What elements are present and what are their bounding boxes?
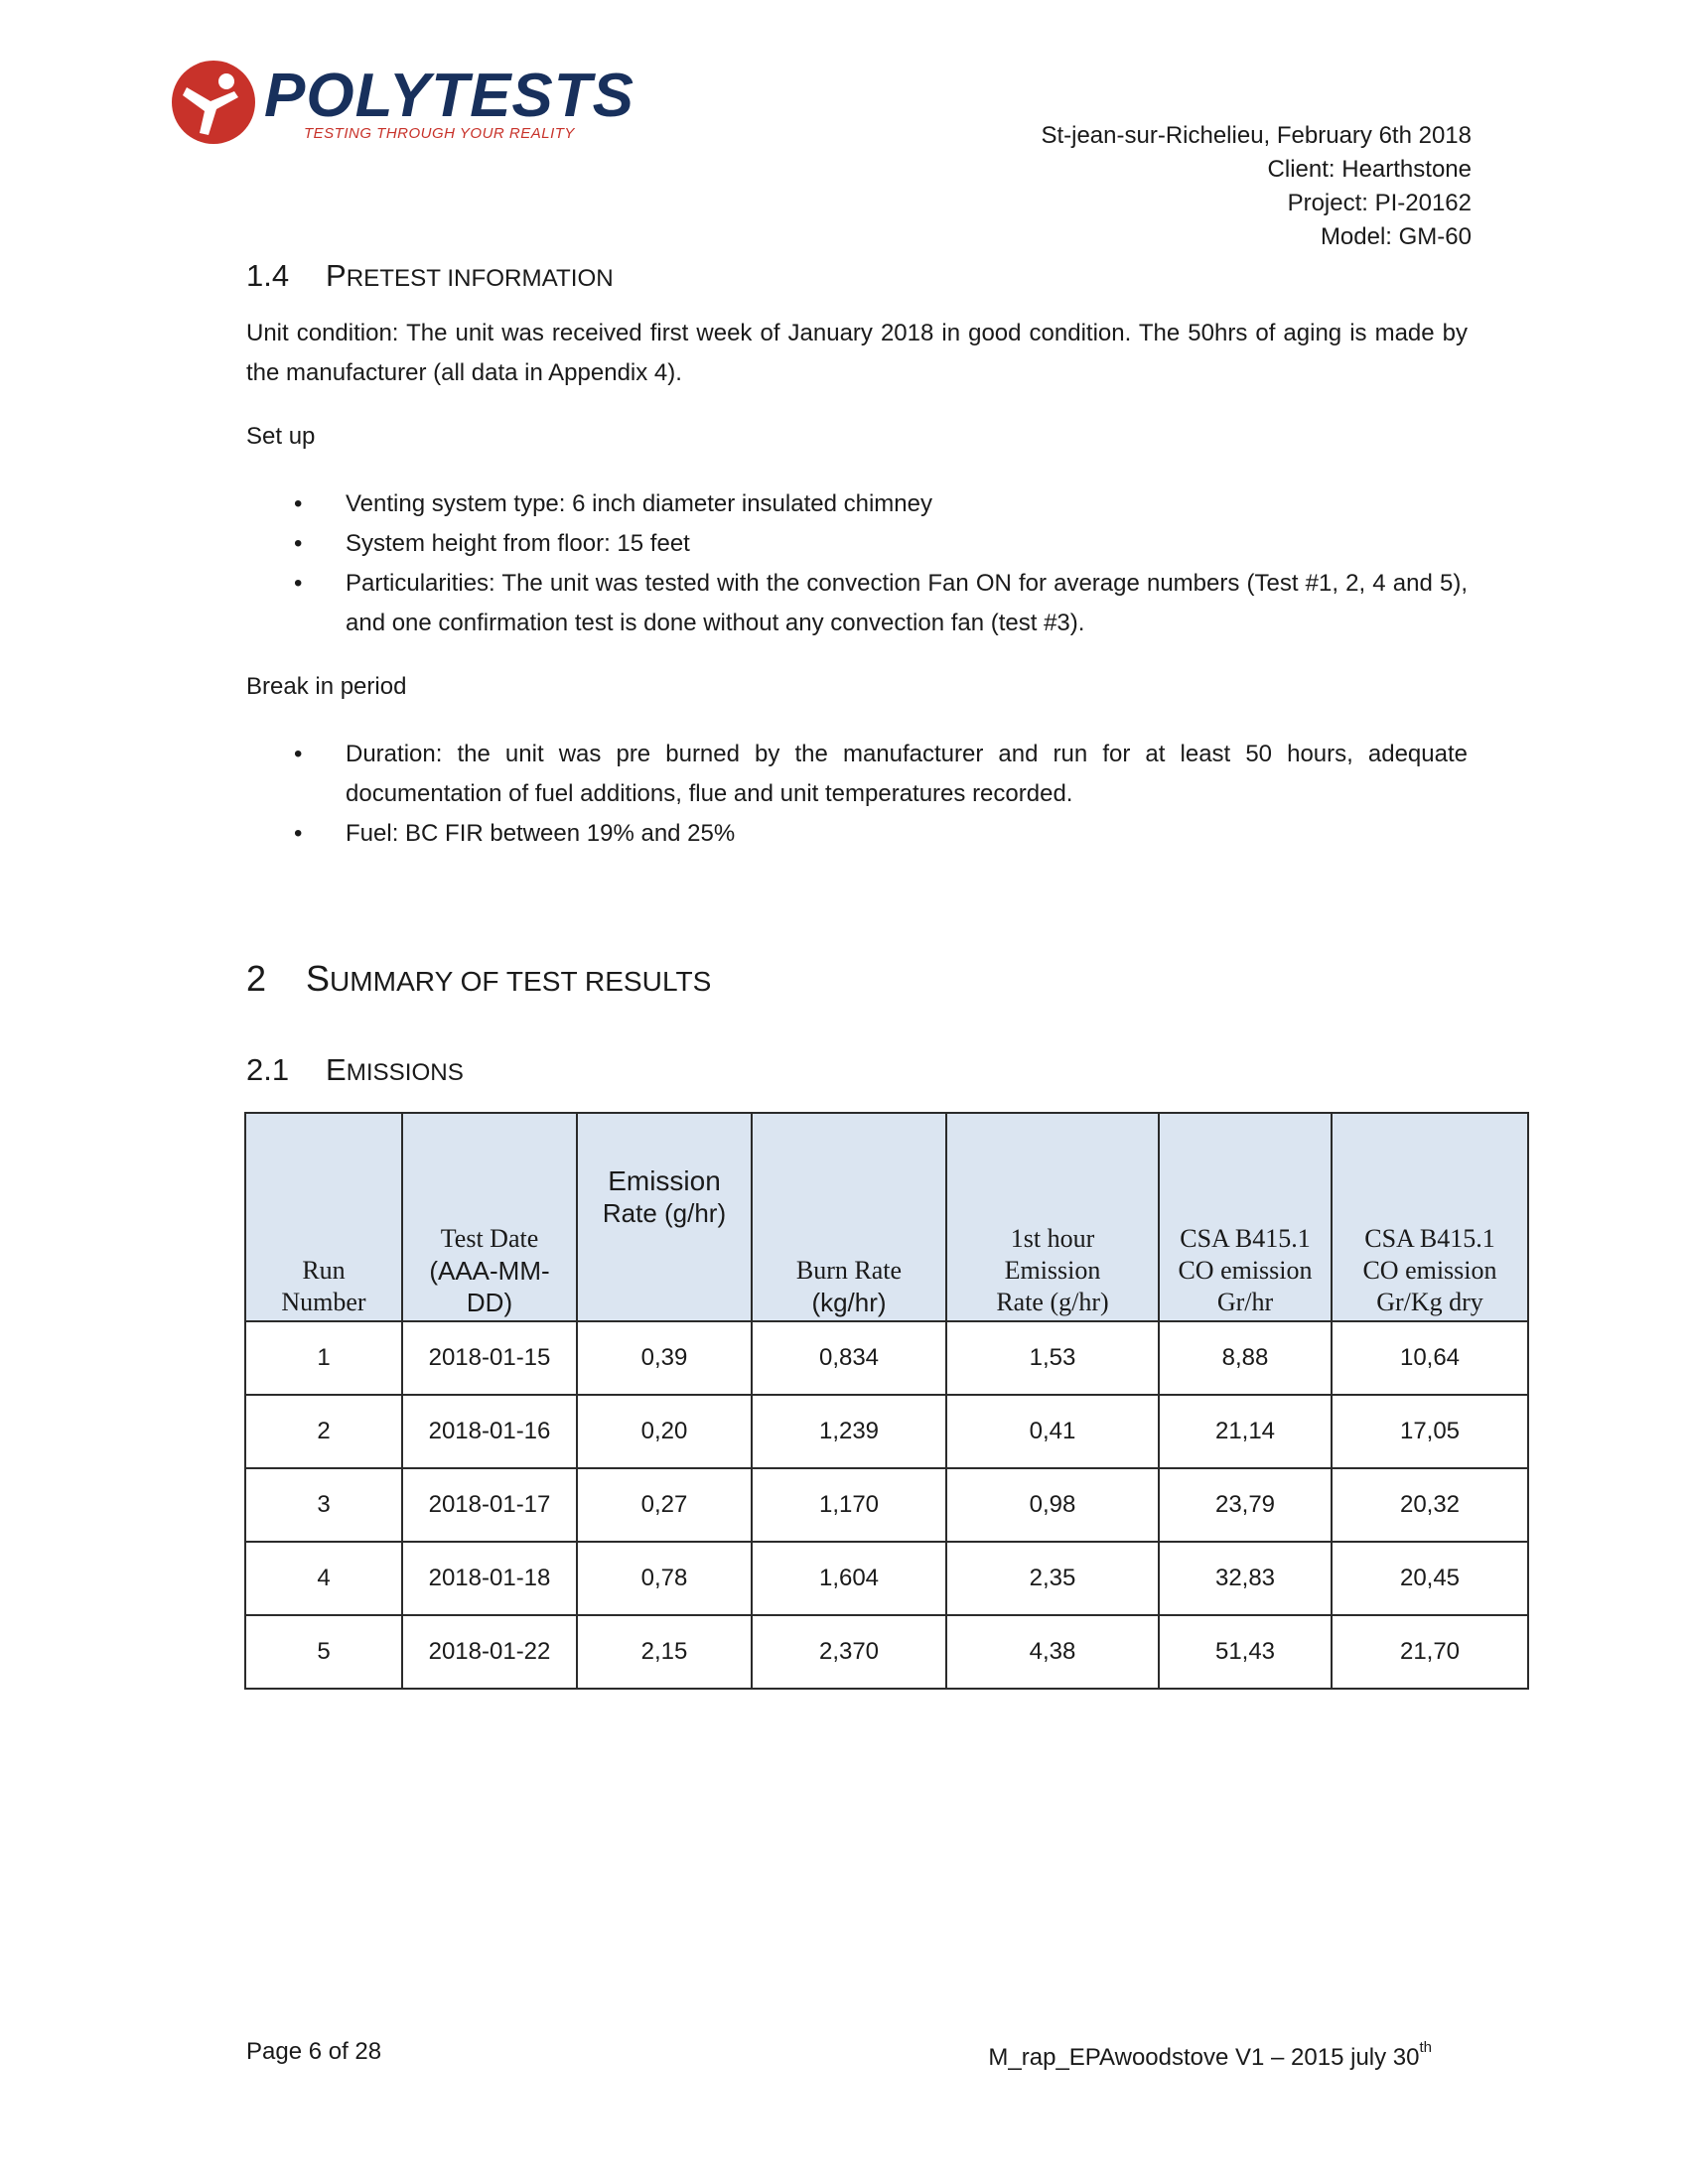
cell-co-gr-hr: 8,88 <box>1159 1321 1332 1395</box>
emissions-table <box>244 1112 1529 1690</box>
section-number: 2 <box>246 958 267 999</box>
header-info <box>1041 119 1472 254</box>
section-title-initial: E <box>326 1052 347 1087</box>
cell-co-gr-kg: 21,70 <box>1332 1615 1528 1689</box>
cell-run-number: 4 <box>245 1542 402 1615</box>
cell-test-date: 2018-01-22 <box>402 1615 577 1689</box>
setup-label: Set up <box>246 423 316 450</box>
cell-co-gr-kg: 20,32 <box>1332 1468 1528 1542</box>
polytests-logo-icon <box>169 58 258 147</box>
section-title-rest: MISSIONS <box>346 1059 464 1086</box>
cell-test-date: 2018-01-16 <box>402 1395 577 1468</box>
header-place-date: St-jean-sur-Richelieu, February 6th 2018 <box>1041 122 1472 149</box>
cell-run-number: 1 <box>245 1321 402 1395</box>
table-header-row <box>245 1113 1528 1321</box>
cell-run-number: 3 <box>245 1468 402 1542</box>
header-co-emission-gr-hr: CSA B415.1 CO emission Gr/hr <box>1159 1113 1332 1321</box>
list-item: • Duration: the unit was pre burned by the manufacturer and run for at least 50 hours, adequate documentation of fuel additions, flue and unit temperatures recorded. <box>246 735 1468 814</box>
cell-first-hour-emission: 0,41 <box>946 1395 1159 1468</box>
cell-burn-rate: 1,604 <box>752 1542 946 1615</box>
header-first-hour-emission: 1st hour Emission Rate (g/hr) <box>946 1113 1159 1321</box>
section-title-initial: S <box>306 958 331 999</box>
list-item: • Venting system type: 6 inch diameter insulated chimney <box>246 484 1468 524</box>
cell-first-hour-emission: 0,98 <box>946 1468 1159 1542</box>
company-logo <box>169 58 635 147</box>
cell-co-gr-kg: 10,64 <box>1332 1321 1528 1395</box>
cell-run-number: 2 <box>245 1395 402 1468</box>
cell-burn-rate: 1,170 <box>752 1468 946 1542</box>
header-co-emission-gr-kg: CSA B415.1 CO emission Gr/Kg dry <box>1332 1113 1528 1321</box>
cell-co-gr-hr: 23,79 <box>1159 1468 1332 1542</box>
table-row <box>245 1468 1528 1542</box>
header-run-number: Run Number <box>245 1113 402 1321</box>
table-row <box>245 1321 1528 1395</box>
list-item: • Fuel: BC FIR between 19% and 25% <box>246 814 1468 854</box>
cell-run-number: 5 <box>245 1615 402 1689</box>
setup-list <box>246 484 1468 643</box>
section-title-rest: RETEST INFORMATION <box>346 265 614 292</box>
section-heading-1-4 <box>246 256 614 299</box>
cell-co-gr-kg: 20,45 <box>1332 1542 1528 1615</box>
header-project: Project: PI-20162 <box>1287 190 1472 216</box>
header-model: Model: GM-60 <box>1320 223 1472 250</box>
section-heading-2 <box>246 957 711 1004</box>
unit-condition-paragraph: Unit condition: The unit was received first week of January 2018 in good condition. The 50hrs of aging is made by the manufacturer (all data in Appendix 4). <box>246 320 1468 386</box>
section-title-rest: UMMARY OF TEST RESULTS <box>330 966 712 997</box>
table-row <box>245 1615 1528 1689</box>
cell-burn-rate: 1,239 <box>752 1395 946 1468</box>
list-item: • System height from floor: 15 feet <box>246 524 1468 564</box>
cell-first-hour-emission: 4,38 <box>946 1615 1159 1689</box>
section-title-initial: P <box>326 258 347 293</box>
page-number: Page 6 of 28 <box>246 2038 382 2065</box>
cell-co-gr-hr: 51,43 <box>1159 1615 1332 1689</box>
document-reference: M_rap_EPAwoodstove V1 – 2015 july 30th <box>988 2039 1432 2071</box>
break-in-list <box>246 735 1468 854</box>
list-item: • Particularities: The unit was tested with the convection Fan ON for average numbers (Test #1, 2, 4 and 5), and one confirmation test is done without any convection fan (test #3). <box>246 564 1468 643</box>
cell-test-date: 2018-01-18 <box>402 1542 577 1615</box>
cell-first-hour-emission: 1,53 <box>946 1321 1159 1395</box>
section-number: 2.1 <box>246 1052 290 1087</box>
cell-burn-rate: 0,834 <box>752 1321 946 1395</box>
header-emission-rate: Emission Rate (g/hr) <box>577 1113 752 1321</box>
cell-co-gr-hr: 32,83 <box>1159 1542 1332 1615</box>
cell-burn-rate: 2,370 <box>752 1615 946 1689</box>
header-client: Client: Hearthstone <box>1267 156 1472 183</box>
table-row <box>245 1395 1528 1468</box>
cell-test-date: 2018-01-15 <box>402 1321 577 1395</box>
break-in-label: Break in period <box>246 673 407 700</box>
section-number: 1.4 <box>246 258 290 293</box>
section-heading-2-1 <box>246 1050 464 1093</box>
table-row <box>245 1542 1528 1615</box>
header-test-date: Test Date (AAA-MM- DD) <box>402 1113 577 1321</box>
cell-emission-rate: 0,27 <box>577 1468 752 1542</box>
logo-wordmark: POLYTESTS <box>264 62 635 130</box>
cell-emission-rate: 0,20 <box>577 1395 752 1468</box>
cell-first-hour-emission: 2,35 <box>946 1542 1159 1615</box>
cell-co-gr-hr: 21,14 <box>1159 1395 1332 1468</box>
cell-test-date: 2018-01-17 <box>402 1468 577 1542</box>
cell-co-gr-kg: 17,05 <box>1332 1395 1528 1468</box>
cell-emission-rate: 2,15 <box>577 1615 752 1689</box>
header-burn-rate: Burn Rate (kg/hr) <box>752 1113 946 1321</box>
logo-tagline: TESTING THROUGH YOUR REALITY <box>304 125 575 142</box>
cell-emission-rate: 0,39 <box>577 1321 752 1395</box>
cell-emission-rate: 0,78 <box>577 1542 752 1615</box>
